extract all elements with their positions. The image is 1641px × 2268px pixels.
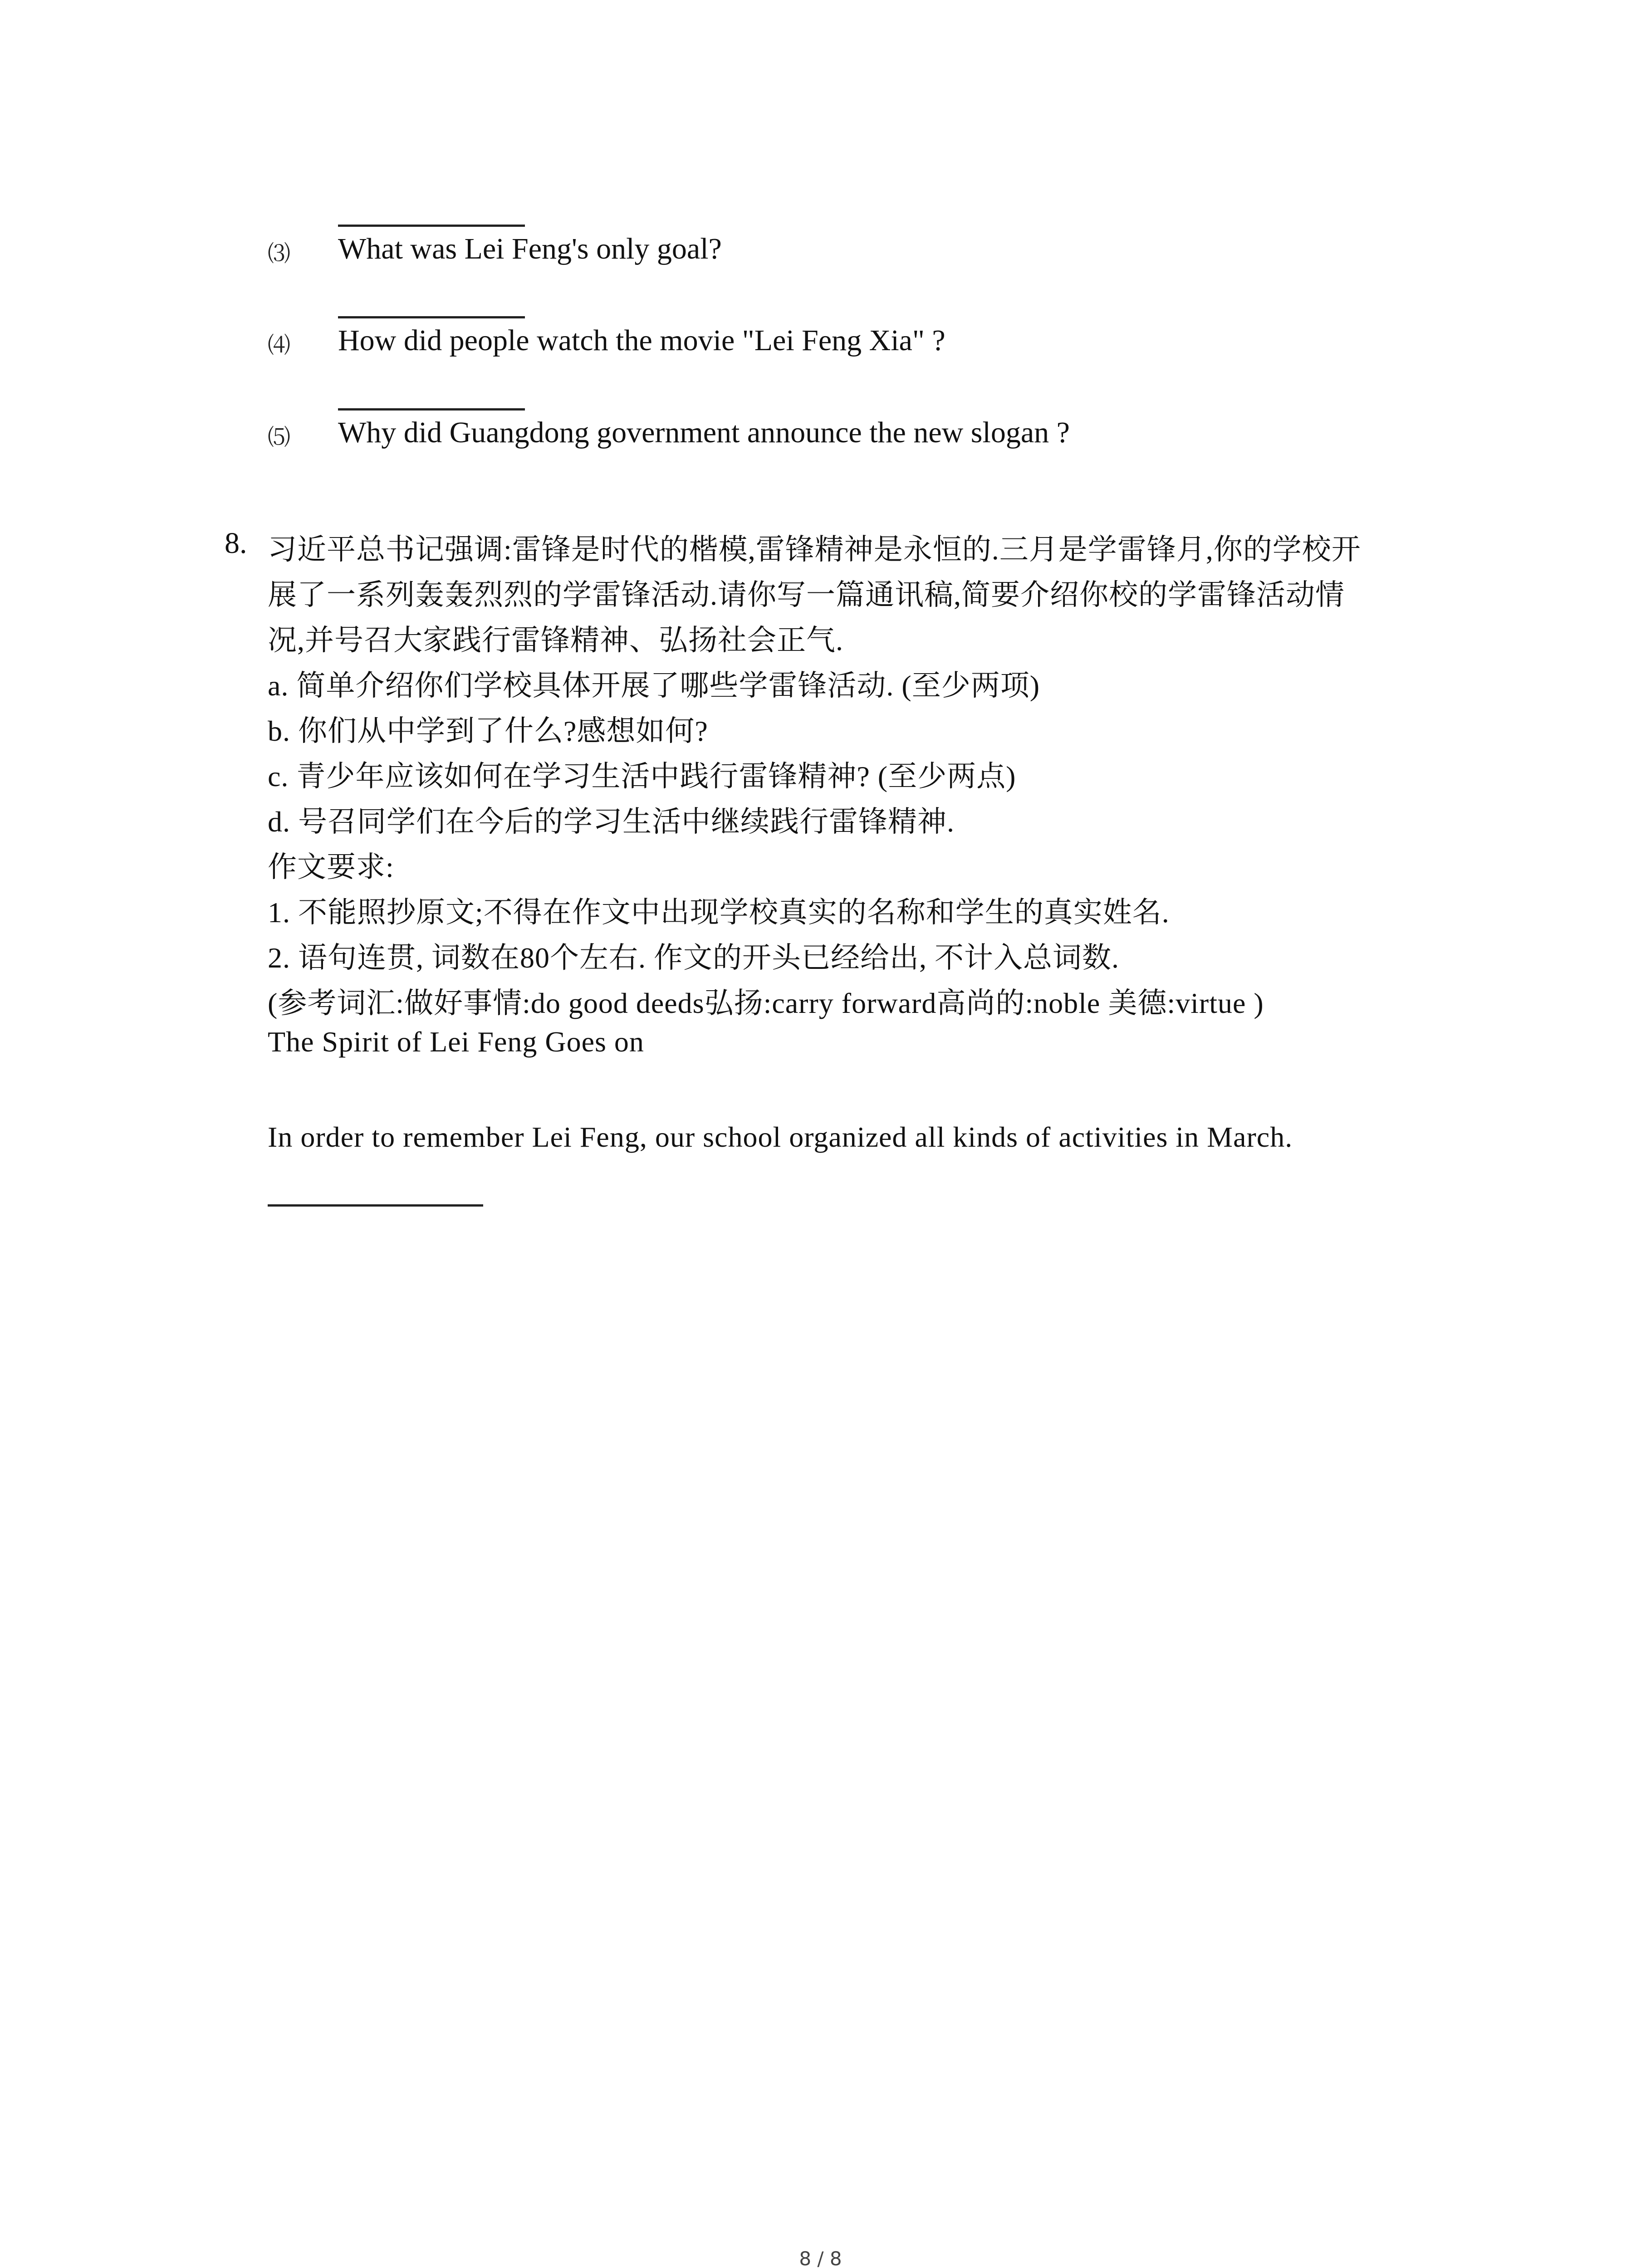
answer-blank[interactable] <box>338 408 525 411</box>
essay-title: The Spirit of Lei Feng Goes on <box>268 1026 644 1058</box>
essay-answer-blank[interactable] <box>268 1204 483 1207</box>
subquestion-text: Why did Guangdong government announce the new slogan ? <box>338 416 1070 449</box>
writing-rule-1: 1. 不能照抄原文;不得在作文中出现学校真实的名称和学生的真实姓名. <box>268 896 1170 929</box>
requirement-c: c. 青少年应该如何在学习生活中践行雷锋精神? (至少两点) <box>268 760 1016 792</box>
question-number: 8. <box>225 527 247 560</box>
prompt-line: 习近平总书记强调:雷锋是时代的楷模,雷锋精神是永恒的.三月是学雷锋月,你的学校开 <box>268 533 1361 566</box>
prompt-line: 况,并号召大家践行雷锋精神、弘扬社会正气. <box>268 624 843 656</box>
answer-blank[interactable] <box>338 316 525 318</box>
requirement-b: b. 你们从中学到了什么?感想如何? <box>268 715 708 747</box>
answer-blank[interactable] <box>338 225 525 227</box>
requirement-a: a. 简单介绍你们学校具体开展了哪些学雷锋活动. (至少两项) <box>268 670 1040 702</box>
subquestion-number: ⑷ <box>268 332 290 358</box>
subquestion-text: What was Lei Feng's only goal? <box>338 232 722 265</box>
subquestion-4 <box>268 316 1493 402</box>
writing-requirements-heading: 作文要求: <box>268 851 394 883</box>
subquestion-number: ⑶ <box>268 240 290 267</box>
writing-rule-2: 2. 语句连贯, 词数在80个左右. 作文的开头已经给出, 不计入总词数. <box>268 942 1119 974</box>
requirement-d: d. 号召同学们在今后的学习生活中继续践行雷锋精神. <box>268 806 955 838</box>
subquestion-5 <box>268 408 1493 494</box>
essay-opening: In order to remember Lei Feng, our school organized all kinds of activities in March. <box>268 1121 1293 1153</box>
page-number: 8 / 8 <box>799 2248 842 2268</box>
subquestion-3 <box>268 225 1493 311</box>
subquestion-text: How did people watch the movie "Lei Feng Xia" ? <box>338 324 945 357</box>
prompt-line: 展了一系列轰轰烈烈的学雷锋活动.请你写一篇通讯稿,简要介绍你校的学雷锋活动情 <box>268 579 1345 611</box>
reference-vocabulary: (参考词汇:做好事情:do good deeds弘扬:carry forward高尚的:noble 美德:virtue ) <box>268 987 1264 1019</box>
subquestion-number: ⑸ <box>268 424 290 450</box>
